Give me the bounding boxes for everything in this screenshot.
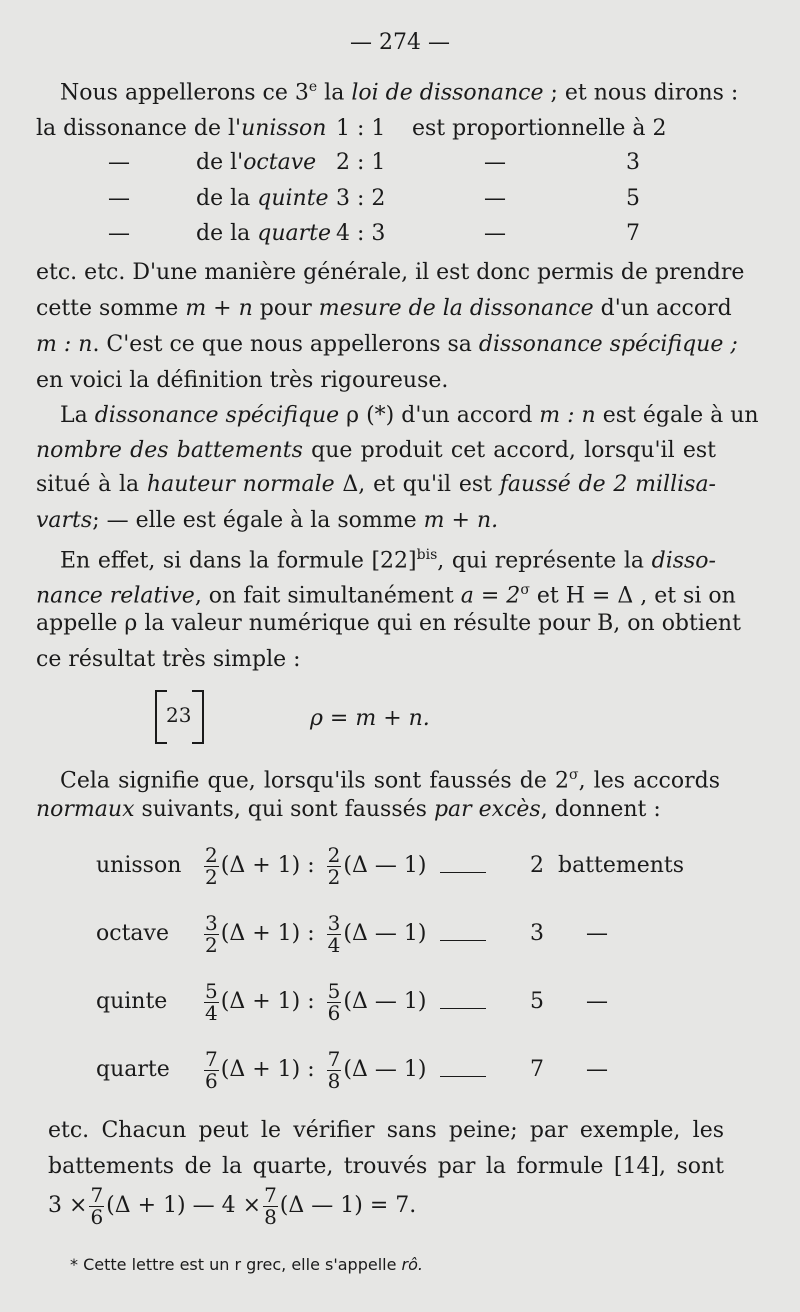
fraction-7-6: $\frac{7}{6}$ — [90, 1182, 104, 1229]
fraction: $\frac{7}{6}$ — [205, 1046, 218, 1093]
dissonance-ratio-quarte: 4 : 3 — [336, 221, 386, 246]
para-4-line-4: ce résultat très simple : — [36, 647, 301, 672]
beats-row-formula: $\frac{2}{2}$ (Δ + 1) : $\frac{2}{2}$ (Δ — 1) — [202, 838, 486, 894]
leader-line — [440, 940, 486, 941]
dissonance-value-octave: 3 — [626, 150, 640, 175]
para-3-line-1: La dissonance spécifique ρ (*) d'un accord m : n est égale à un — [60, 403, 759, 428]
para-4-line-2: nance relative, on fait simultanément $a = 2^\sigma$ et H = Δ , et si on — [36, 582, 736, 609]
beats-row-value: 5 — — [530, 989, 608, 1014]
para-2-line-4: en voici la définition très rigoureuse. — [36, 368, 449, 393]
para-2-line-2: cette somme m + n pour mesure de la dissonance d'un accord — [36, 296, 732, 321]
para-4-line-1: En effet, si dans la formule $[22]^{bis}$, qui représente la disso- — [60, 547, 716, 574]
equation-formula: ρ = m + n. — [310, 706, 430, 731]
beats-row-value: 2 battements — [530, 853, 685, 878]
dissonance-dash-octave: — — [108, 150, 130, 175]
fraction: $\frac{3}{4}$ — [327, 910, 341, 957]
beats-row-formula: $\frac{3}{2}$ (Δ + 1) : $\frac{3}{4}$ (Δ — 1) — [202, 906, 486, 962]
para-3-line-2: nombre des battements que produit cet accord, lorsqu'il est — [36, 438, 717, 463]
beats-row-formula: $\frac{7}{6}$ (Δ + 1) : $\frac{7}{8}$ (Δ — 1) — [202, 1042, 486, 1098]
dissonance-dash2-quinte: — — [484, 186, 506, 211]
dissonance-value-quinte: 5 — [626, 186, 640, 211]
para-6-line-2: battements de la quarte, trouvés par la formule [14], sont — [48, 1154, 724, 1179]
dissonance-ratio-unisson: 1 : 1 — [336, 116, 386, 141]
dissonance-ratio-quinte: 3 : 2 — [336, 186, 386, 211]
dissonance-row-quarte: de la quarte — [196, 221, 331, 246]
para-6-line-3: 3 × $\frac{7}{6}$ (Δ + 1) — 4 × $\frac{7}{8}$ (Δ — 1) = 7. — [48, 1182, 417, 1229]
dissonance-ratio-octave: 2 : 1 — [336, 150, 386, 175]
fraction: $\frac{5}{6}$ — [327, 978, 341, 1025]
dissonance-dash-quinte: — — [108, 186, 130, 211]
beats-row-value: 3 — — [530, 921, 608, 946]
dissonance-dash2-quarte: — — [484, 221, 506, 246]
para-6-line-1: etc. Chacun peut le vérifier sans peine; par exemple, les — [48, 1118, 724, 1143]
equation-number: 23 — [166, 703, 192, 727]
fraction: $\frac{7}{8}$ — [327, 1046, 341, 1093]
para-5-line-1: Cela signifie que, lorsqu'ils sont faussés de $2^\sigma$, les accords — [60, 767, 720, 794]
beats-row-formula: $\frac{5}{4}$ (Δ + 1) : $\frac{5}{6}$ (Δ — 1) — [202, 974, 486, 1030]
fraction: $\frac{3}{2}$ — [205, 910, 218, 957]
leader-line — [440, 872, 486, 873]
para-1-line-1: Nous appellerons ce 3e la loi de dissonance ; et nous dirons : — [60, 79, 739, 106]
beats-row-value: 7 — — [530, 1057, 608, 1082]
equation-bracket-right — [192, 690, 204, 744]
leader-line — [440, 1008, 486, 1009]
beats-row-name: quinte — [96, 989, 168, 1014]
beats-row-name: quarte — [96, 1057, 170, 1082]
dissonance-value-quarte: 7 — [626, 221, 640, 246]
para-5-line-2: normaux suivants, qui sont faussés par excès, donnent : — [36, 797, 661, 822]
fraction: $\frac{5}{4}$ — [205, 978, 218, 1025]
page-number: — 274 — — [350, 30, 450, 55]
dissonance-row-octave: de l'octave — [196, 150, 317, 175]
para-2-line-3: m : n. C'est ce que nous appellerons sa dissonance spécifique ; — [36, 332, 738, 357]
leader-line — [440, 1076, 486, 1077]
para-4-line-3: appelle ρ la valeur numérique qui en résulte pour B, on obtient — [36, 611, 741, 636]
para-3-line-4: varts; — elle est égale à la somme m + n. — [36, 508, 499, 533]
para-2-line-1: etc. etc. D'une manière générale, il est donc permis de prendre — [36, 260, 745, 285]
fraction-7-8: $\frac{7}{8}$ — [264, 1182, 277, 1229]
dissonance-dash2-octave: — — [484, 150, 506, 175]
dissonance-dash-quarte: — — [108, 221, 130, 246]
fraction: $\frac{2}{2}$ — [327, 842, 341, 889]
beats-row-name: unisson — [96, 853, 182, 878]
dissonance-value-unisson: est proportionnelle à 2 — [412, 116, 667, 141]
dissonance-row-quinte: de la quinte — [196, 186, 329, 211]
footnote: * Cette lettre est un r grec, elle s'appelle rô. — [70, 1255, 423, 1274]
fraction: $\frac{2}{2}$ — [205, 842, 218, 889]
para-3-line-3: situé à la hauteur normale Δ, et qu'il est faussé de 2 millisa- — [36, 472, 716, 497]
beats-row-name: octave — [96, 921, 169, 946]
dissonance-row-unisson: la dissonance de l'unisson — [36, 116, 327, 141]
